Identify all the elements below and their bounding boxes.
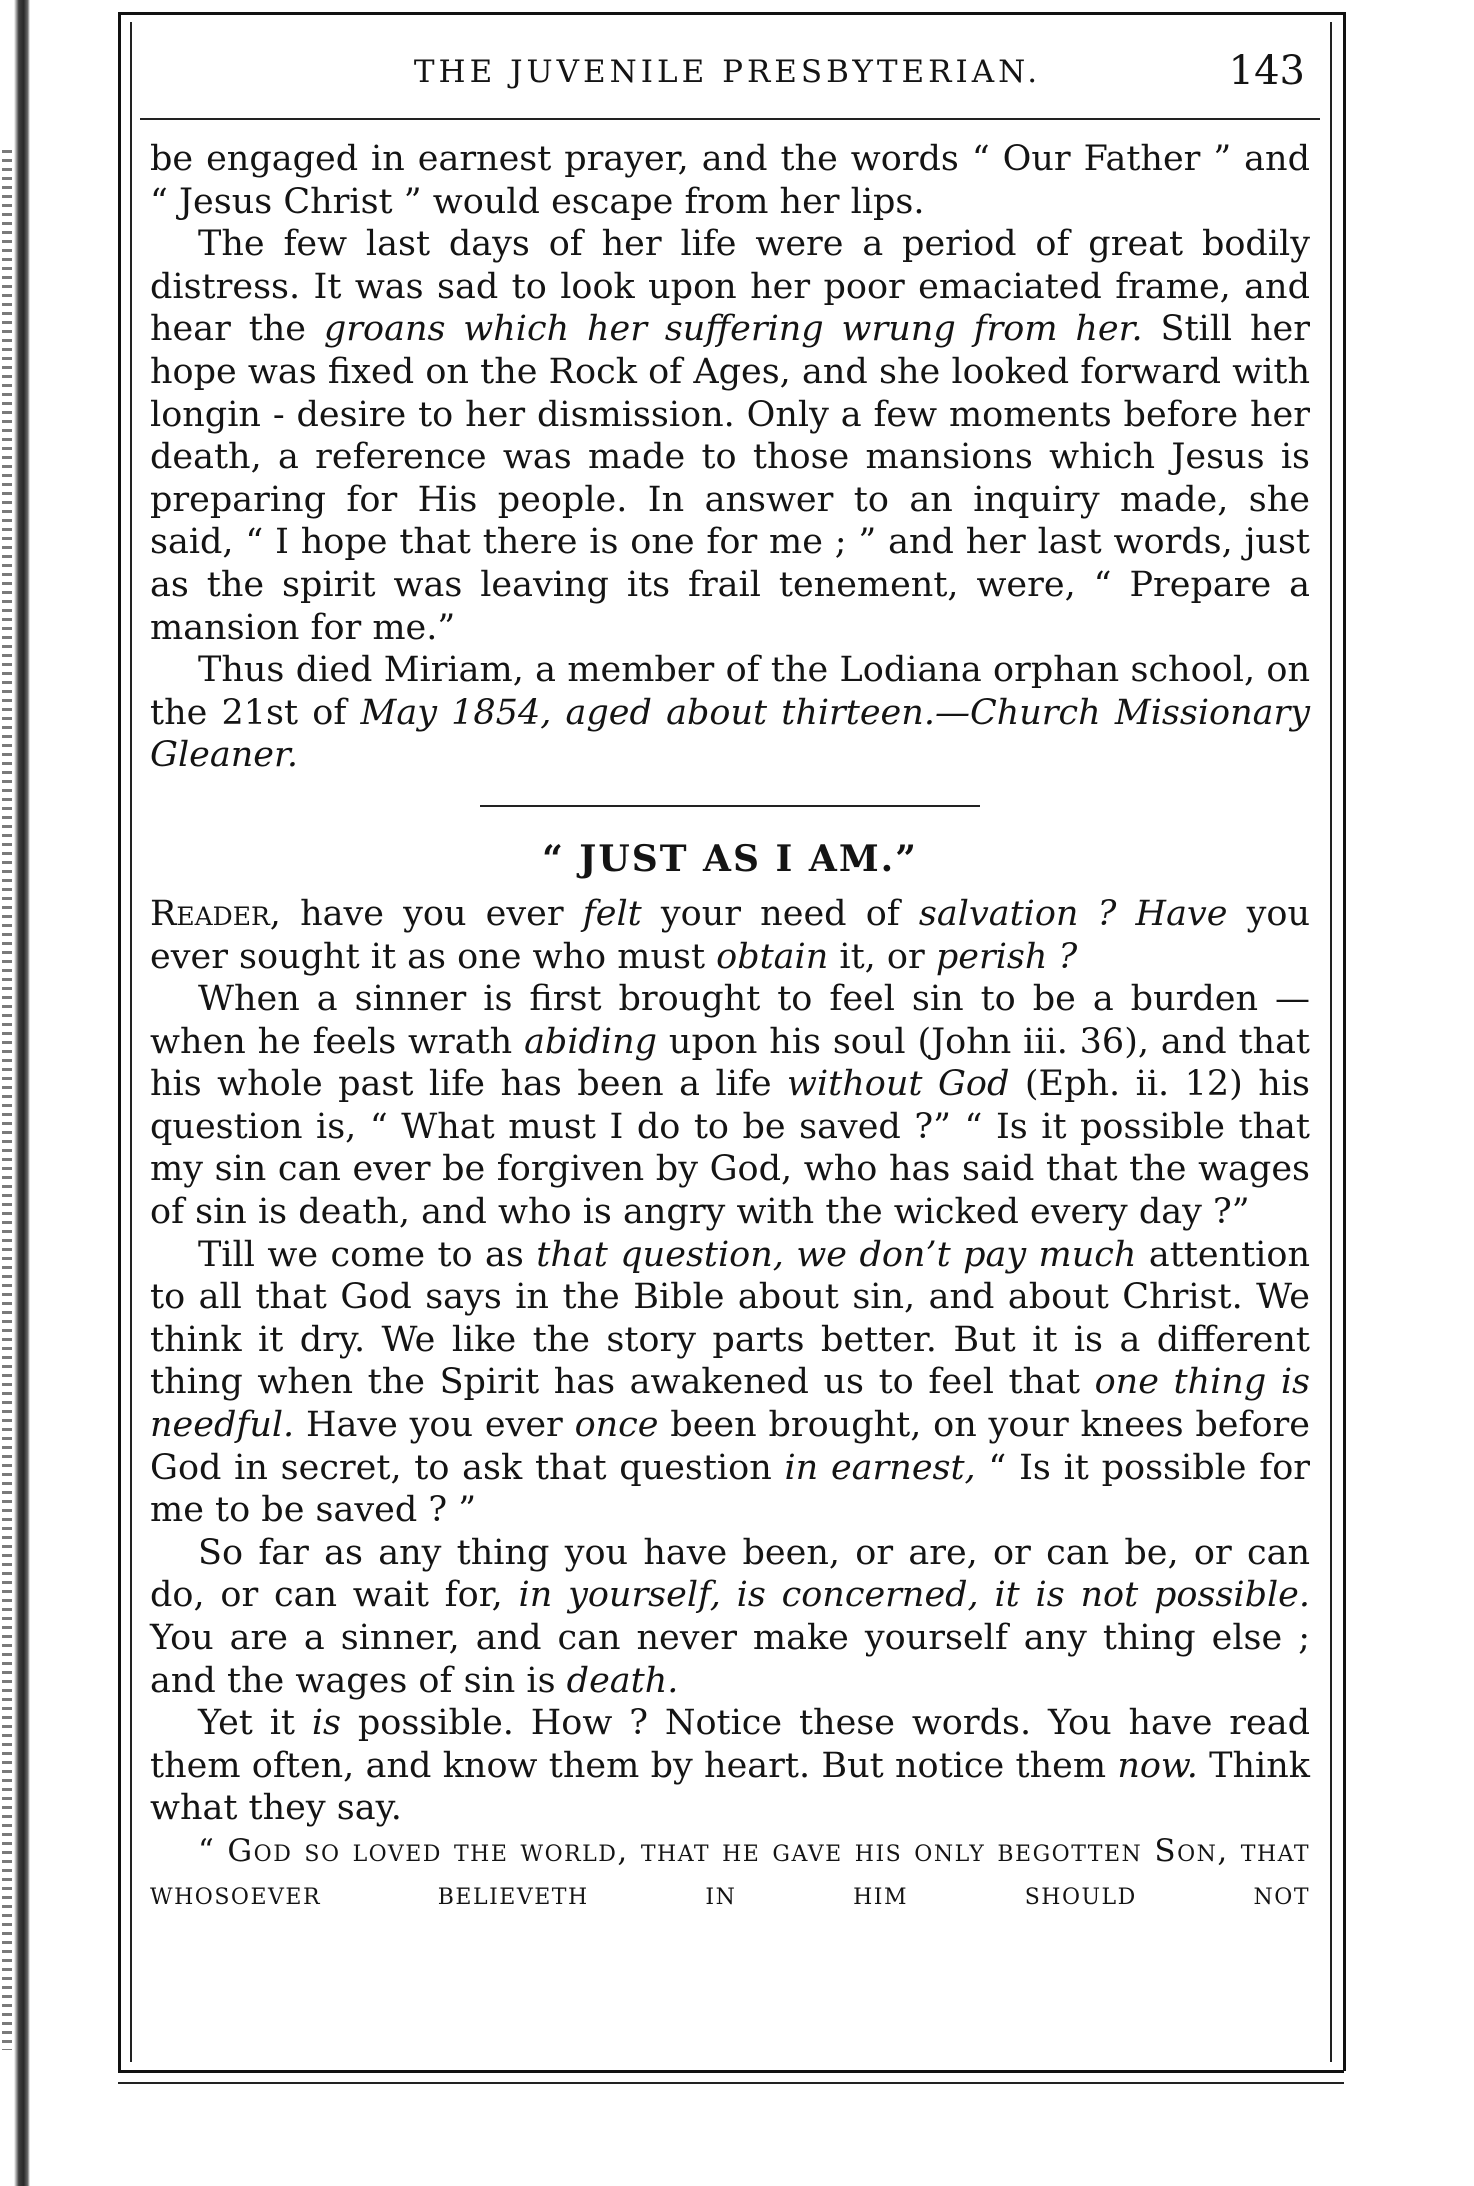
paragraph <box>150 1532 1310 1702</box>
text-run: (Eph. ii. 12) his question is, “ What must I do to be saved ?” “ Is it possible that my sin can ever be forgiven by God, who has said that the wages of sin is death, and who is angry with the wicked every day ?” <box>150 1064 1310 1233</box>
running-title: THE JUVENILE PRESBYTERIAN. <box>413 54 1042 90</box>
text-column <box>150 138 1310 1915</box>
italic-run: in earnest, <box>784 1447 976 1488</box>
text-run: attention to all that God says in the Bible about sin, and about Christ. We think it dry. We like the story parts better. But it is a different thing when the Spirit has awakened us to feel that <box>150 1234 1310 1403</box>
text-run: have you ever <box>280 893 583 934</box>
italic-run: felt <box>582 893 642 934</box>
italic-run: salvation ? Have <box>918 893 1228 934</box>
italic-run: once <box>574 1405 659 1446</box>
text-run: The few last days of her life were a period of great bodily distress. It was sad to look upon her poor emaciated frame, and hear the <box>150 224 1310 350</box>
bottom-rule-secondary <box>118 2082 1344 2084</box>
text-run: So far as any thing you have been, or are, or can be, or can do, or can wait for, <box>150 1532 1310 1616</box>
article-title: “ JUST AS I AM.” <box>542 837 918 880</box>
text-run: your need of <box>641 893 919 934</box>
bottom-rule <box>118 2070 1344 2073</box>
section-separator <box>480 805 980 807</box>
text-run: “ Is it possible for me to be saved ? ” <box>150 1447 1310 1531</box>
binding-shadow <box>2 150 12 2050</box>
paragraph <box>150 223 1310 649</box>
text-run: When a sinner is first brought to feel sin to be a burden —when he feels wrath <box>150 979 1310 1062</box>
italic-run: that question, we don’t pay much <box>523 1234 1137 1275</box>
italic-run: is <box>311 1703 341 1744</box>
text-run: possible. How ? Notice these words. You have read them often, and know them by heart. But notice them <box>150 1703 1310 1786</box>
italic-run: perish ? <box>935 936 1078 977</box>
text-run: Still her hope was fixed on the Rock of Ages, and she looked forward with longin - desire to her dismission. Only a few moments before her death, a reference was made to those mansions which Jesus is preparing for His people. In answer to an inquiry made, she said, “ I hope that there is one for me ; ” and her last words, just as the spirit was leaving its frail tenement, were, “ Prepare a mansion for me.” <box>150 309 1310 648</box>
paragraph <box>150 978 1310 1234</box>
italic-run: death. <box>566 1660 679 1701</box>
italic-run: is concerned, it is <box>720 1575 1081 1616</box>
paragraph <box>150 138 1310 223</box>
text-run: Till we come to as <box>198 1234 524 1275</box>
italic-run: without God <box>787 1064 1010 1105</box>
italic-run: now. <box>1117 1745 1198 1786</box>
italic-run: groans which her suffering wrung from her. <box>323 309 1143 350</box>
text-run: been brought, on your knees before God in secret, to ask that question <box>150 1405 1310 1488</box>
header-rule <box>140 118 1320 120</box>
text-run: You are a sinner, and can never make yourself any thing else ; and the wages of sin is <box>150 1618 1310 1701</box>
text-run: upon his soul (John iii. 36), and that his whole past life has been a life <box>150 1021 1310 1105</box>
text-run: Have you ever <box>294 1405 575 1446</box>
paragraph <box>150 1234 1310 1532</box>
text-run: Yet it <box>198 1703 312 1744</box>
italic-run: not possible. <box>1080 1575 1311 1616</box>
text-run: Think what they say. <box>150 1745 1310 1829</box>
running-head <box>140 48 1315 108</box>
text-run: be engaged in earnest prayer, and the words “ Our Father ” and “ Jesus Christ ” would escape from her lips. <box>150 139 1310 222</box>
italic-run: in yourself, <box>518 1575 721 1616</box>
text-run: it, or <box>828 936 936 977</box>
paragraph <box>150 893 1310 978</box>
small-caps-lead: Reader, <box>150 893 281 934</box>
text-run: Thus died Miriam, a member of the Lodiana orphan school, on the 21st of <box>150 650 1310 733</box>
paragraph <box>150 649 1310 777</box>
italic-run: one thing is needful. <box>150 1362 1310 1446</box>
paragraph <box>150 1702 1310 1830</box>
binding-edge <box>14 0 30 2186</box>
scripture-quote: “ God so loved the world, that he gave his only begotten Son, that whosoever believeth in him should not <box>150 1832 1310 1912</box>
italic-run: May 1854, aged about thirteen.—Church Missionary Gleaner. <box>150 692 1310 776</box>
page-number: 143 <box>1228 48 1305 94</box>
italic-run: abiding <box>524 1021 658 1062</box>
text-run: you ever sought it as one who must <box>150 893 1310 977</box>
italic-run: obtain <box>716 936 829 977</box>
